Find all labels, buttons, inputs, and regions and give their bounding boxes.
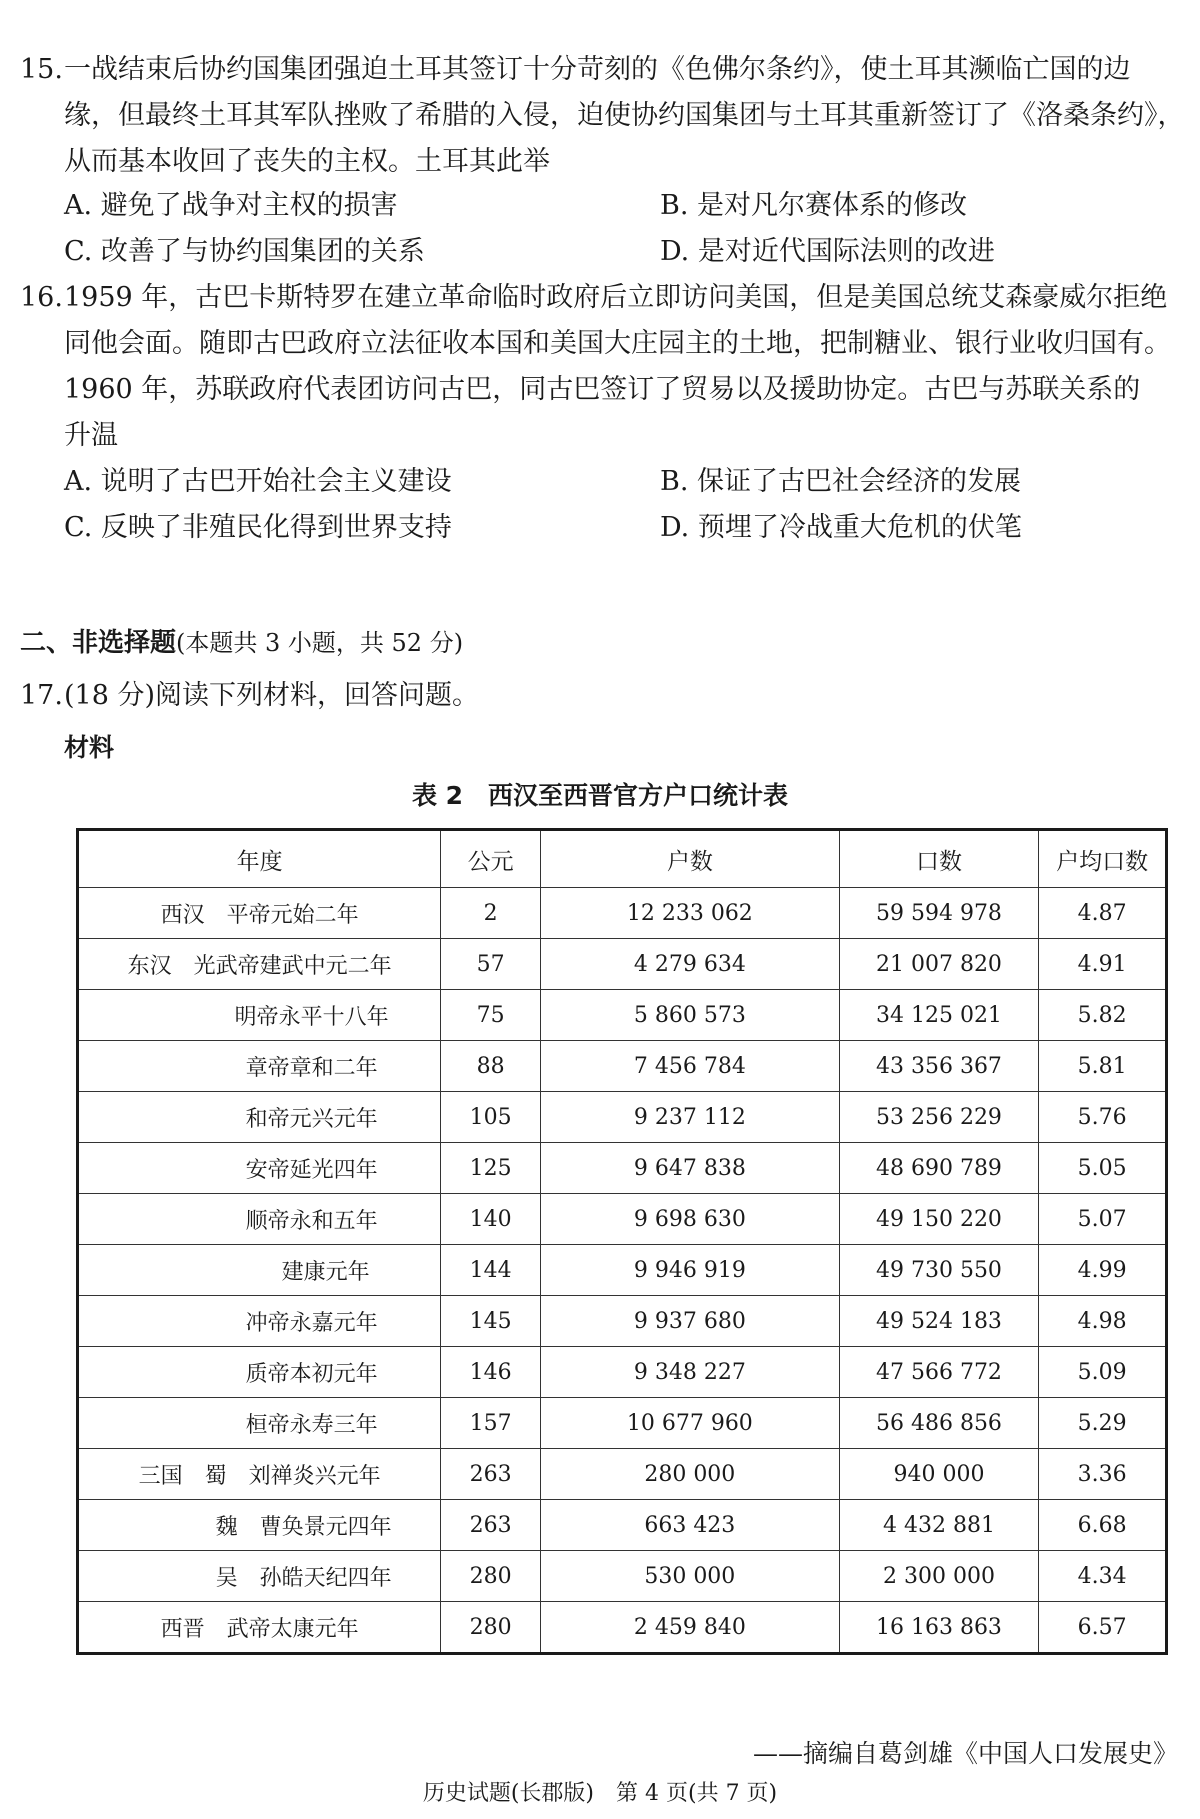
table-row: [78, 1398, 1167, 1449]
cell-households: 663 423: [540, 1500, 839, 1551]
cell-population: 21 007 820: [839, 939, 1038, 990]
table-row: [78, 1041, 1167, 1092]
cell-population: 940 000: [839, 1449, 1038, 1500]
header-era: 年度: [78, 830, 441, 888]
cell-era: 冲帝永嘉元年: [78, 1296, 441, 1347]
cell-average: 5.76: [1039, 1092, 1167, 1143]
cell-average: 4.87: [1039, 888, 1167, 939]
cell-year: 145: [441, 1296, 541, 1347]
cell-average: 5.82: [1039, 990, 1167, 1041]
cell-era: 桓帝永寿三年: [78, 1398, 441, 1449]
question-15-line-1: 15.一战结束后协约国集团强迫土耳其签订十分苛刻的《色佛尔条约》，使土耳其濒临亡国的边: [20, 50, 1180, 90]
section-heading: 二、非选择题(本题共 3 小题，共 52 分): [20, 628, 464, 658]
cell-year: 146: [441, 1347, 541, 1398]
table-row: [78, 1245, 1167, 1296]
source-citation: ——摘编自葛剑雄《中国人口发展史》: [752, 1739, 1178, 1768]
cell-households: 2 459 840: [540, 1602, 839, 1654]
cell-households: 12 233 062: [540, 888, 839, 939]
cell-households: 9 698 630: [540, 1194, 839, 1245]
cell-households: 4 279 634: [540, 939, 839, 990]
question-16-option-d: D. 预埋了冷战重大危机的伏笔: [660, 512, 1022, 543]
cell-era: 东汉 光武帝建武中元二年: [78, 939, 441, 990]
material-label: 材料: [64, 733, 115, 762]
cell-households: 9 937 680: [540, 1296, 839, 1347]
cell-households: 9 237 112: [540, 1092, 839, 1143]
table-row: [78, 1092, 1167, 1143]
cell-population: 53 256 229: [839, 1092, 1038, 1143]
question-16-line-2: 同他会面。随即古巴政府立法征收本国和美国大庄园主的土地，把制糖业、银行业收归国有。: [64, 328, 1171, 359]
cell-average: 5.05: [1039, 1143, 1167, 1194]
table-row: [78, 939, 1167, 990]
cell-era: 三国 蜀 刘禅炎兴元年: [78, 1449, 441, 1500]
table-row: [78, 1143, 1167, 1194]
cell-population: 43 356 367: [839, 1041, 1038, 1092]
cell-average: 6.57: [1039, 1602, 1167, 1654]
header-average: 户均口数: [1039, 830, 1167, 888]
cell-year: 88: [441, 1041, 541, 1092]
table-row: [78, 1500, 1167, 1551]
cell-era: 和帝元兴元年: [78, 1092, 441, 1143]
question-16-number: 16.: [20, 282, 63, 313]
question-15-line-3: 从而基本收回了丧失的主权。土耳其此举: [64, 146, 550, 177]
cell-average: 5.09: [1039, 1347, 1167, 1398]
header-year: 公元: [441, 830, 541, 888]
header-households: 户数: [540, 830, 839, 888]
cell-year: 140: [441, 1194, 541, 1245]
table-row: [78, 888, 1167, 939]
cell-population: 49 150 220: [839, 1194, 1038, 1245]
question-16-option-a: A. 说明了古巴开始社会主义建设: [64, 466, 452, 497]
cell-population: 4 432 881: [839, 1500, 1038, 1551]
cell-average: 4.91: [1039, 939, 1167, 990]
cell-era: 西汉 平帝元始二年: [78, 888, 441, 939]
question-15-option-a: A. 避免了战争对主权的损害: [64, 190, 398, 221]
cell-population: 49 730 550: [839, 1245, 1038, 1296]
cell-year: 125: [441, 1143, 541, 1194]
cell-households: 9 946 919: [540, 1245, 839, 1296]
cell-population: 49 524 183: [839, 1296, 1038, 1347]
cell-households: 5 860 573: [540, 990, 839, 1041]
cell-population: 59 594 978: [839, 888, 1038, 939]
cell-era: 顺帝永和五年: [78, 1194, 441, 1245]
cell-population: 34 125 021: [839, 990, 1038, 1041]
question-15-number: 15.: [20, 54, 63, 85]
cell-era: 明帝永平十八年: [78, 990, 441, 1041]
cell-households: 9 647 838: [540, 1143, 839, 1194]
table-row: [78, 1194, 1167, 1245]
cell-average: 4.99: [1039, 1245, 1167, 1296]
cell-average: 5.07: [1039, 1194, 1167, 1245]
population-table: [76, 828, 1168, 1655]
question-15-option-b: B. 是对凡尔赛体系的修改: [660, 190, 968, 221]
cell-era: 吴 孙皓天纪四年: [78, 1551, 441, 1602]
cell-average: 4.34: [1039, 1551, 1167, 1602]
cell-era: 魏 曹奂景元四年: [78, 1500, 441, 1551]
question-16-option-c: C. 反映了非殖民化得到世界支持: [64, 512, 452, 543]
cell-households: 530 000: [540, 1551, 839, 1602]
cell-year: 263: [441, 1500, 541, 1551]
question-17-number: 17.: [20, 680, 63, 711]
question-16-option-b: B. 保证了古巴社会经济的发展: [660, 466, 1022, 497]
table-row: [78, 1347, 1167, 1398]
question-17-line: 17.(18 分)阅读下列材料，回答问题。: [20, 676, 1180, 716]
header-population: 口数: [839, 830, 1038, 888]
question-15-option-d: D. 是对近代国际法则的改进: [660, 236, 995, 267]
cell-households: 10 677 960: [540, 1398, 839, 1449]
cell-year: 2: [441, 888, 541, 939]
cell-era: 建康元年: [78, 1245, 441, 1296]
table-row: [78, 1449, 1167, 1500]
cell-era: 章帝章和二年: [78, 1041, 441, 1092]
question-15-option-c: C. 改善了与协约国集团的关系: [64, 236, 425, 267]
cell-era: 安帝延光四年: [78, 1143, 441, 1194]
cell-year: 280: [441, 1551, 541, 1602]
cell-year: 105: [441, 1092, 541, 1143]
table-title: 表 2 西汉至西晋官方户口统计表: [411, 781, 789, 810]
cell-average: 6.68: [1039, 1500, 1167, 1551]
cell-households: 7 456 784: [540, 1041, 839, 1092]
question-16-line-1: 16.1959 年，古巴卡斯特罗在建立革命临时政府后立即访问美国，但是美国总统艾森豪威尔拒绝: [20, 278, 1180, 318]
cell-year: 144: [441, 1245, 541, 1296]
table-row: [78, 1551, 1167, 1602]
cell-year: 280: [441, 1602, 541, 1654]
question-16-line-3: 1960 年，苏联政府代表团访问古巴，同古巴签订了贸易以及援助协定。古巴与苏联关系的: [64, 374, 1141, 405]
cell-population: 16 163 863: [839, 1602, 1038, 1654]
table-header-row: [78, 830, 1167, 888]
cell-year: 57: [441, 939, 541, 990]
cell-households: 9 348 227: [540, 1347, 839, 1398]
cell-population: 2 300 000: [839, 1551, 1038, 1602]
cell-average: 5.81: [1039, 1041, 1167, 1092]
cell-era: 西晋 武帝太康元年: [78, 1602, 441, 1654]
table-row: [78, 1296, 1167, 1347]
cell-year: 157: [441, 1398, 541, 1449]
cell-average: 5.29: [1039, 1398, 1167, 1449]
question-16-line-4: 升温: [64, 420, 118, 451]
cell-population: 56 486 856: [839, 1398, 1038, 1449]
cell-households: 280 000: [540, 1449, 839, 1500]
question-15-line-2: 缘，但最终土耳其军队挫败了希腊的入侵，迫使协约国集团与土耳其重新签订了《洛桑条约》，: [64, 100, 1185, 131]
page-footer: 历史试题(长郡版) 第 4 页(共 7 页): [422, 1781, 778, 1806]
cell-population: 48 690 789: [839, 1143, 1038, 1194]
table-row: [78, 990, 1167, 1041]
section-note: (本题共 3 小题，共 52 分): [176, 629, 464, 657]
cell-era: 质帝本初元年: [78, 1347, 441, 1398]
cell-average: 4.98: [1039, 1296, 1167, 1347]
cell-average: 3.36: [1039, 1449, 1167, 1500]
cell-year: 75: [441, 990, 541, 1041]
cell-year: 263: [441, 1449, 541, 1500]
cell-population: 47 566 772: [839, 1347, 1038, 1398]
table-row: [78, 1602, 1167, 1654]
